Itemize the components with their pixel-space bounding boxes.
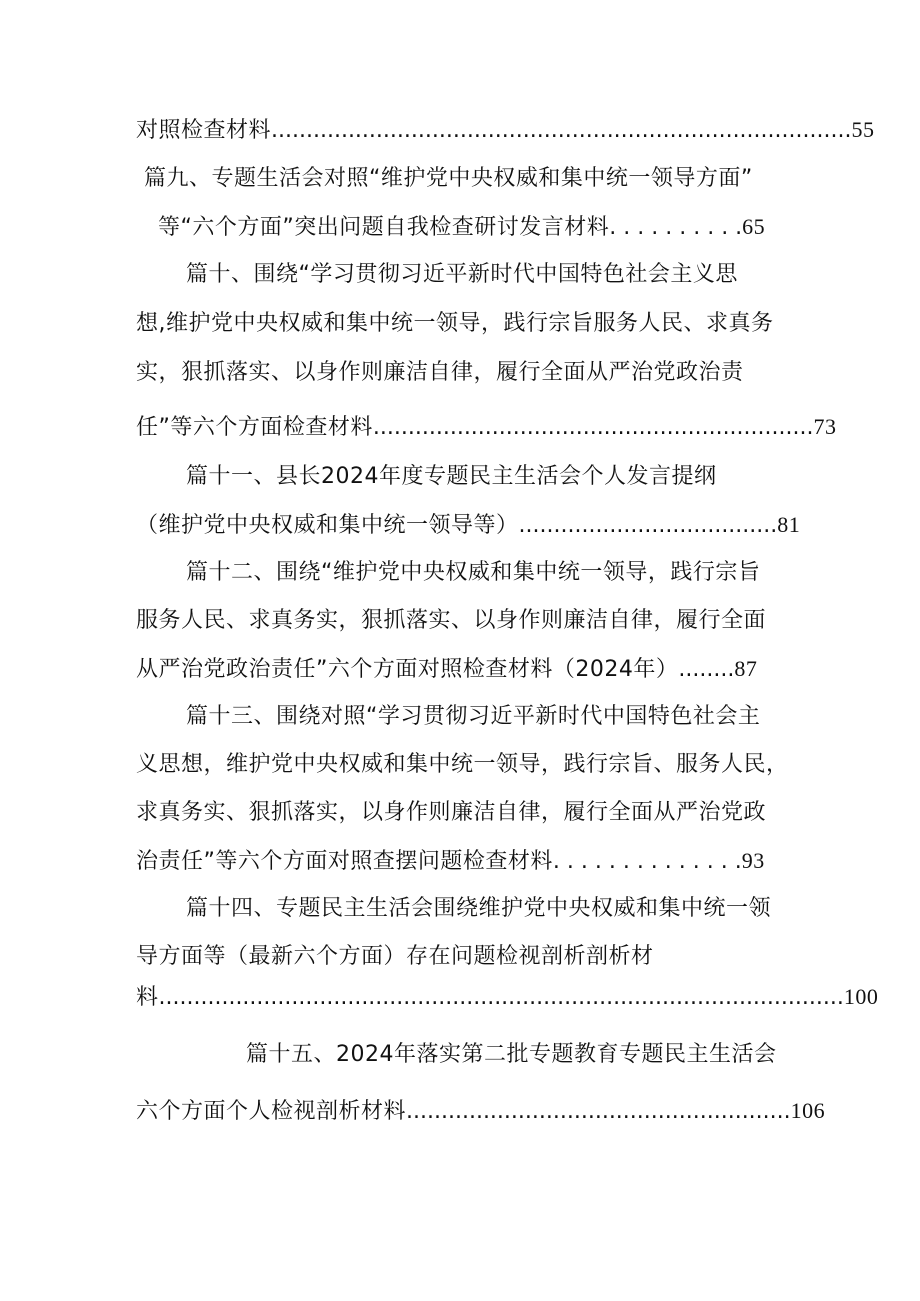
toc-text: 篇九、专题生活会对照“维护党中央权威和集中统一领导方面” <box>144 166 753 191</box>
toc-leader-dots: ....................................................... <box>406 1099 791 1124</box>
toc-text: 篇十四、专题民主生活会围绕维护党中央权威和集中统一领 <box>186 896 772 921</box>
toc-entry-line <box>136 606 766 636</box>
toc-text: 导方面等（最新六个方面）存在问题检视剖析剖析材 <box>136 944 654 969</box>
toc-text: 篇十、围绕“学习贯彻习近平新时代中国特色社会主义思 <box>186 262 738 287</box>
toc-entry-line <box>136 358 744 388</box>
toc-entry-line <box>158 212 765 243</box>
toc-text: 篇十二、围绕“维护党中央权威和集中统一领导，践行宗旨 <box>186 560 761 585</box>
toc-entry-line <box>136 750 789 780</box>
toc-entry-line <box>136 412 836 443</box>
toc-leader-dots: ............................................................... <box>372 415 814 440</box>
toc-leader-dots: ........ <box>678 657 735 682</box>
toc-entry-line <box>136 798 766 828</box>
toc-entry-line <box>186 894 771 924</box>
toc-text: 篇十五、2024年落实第二批专题教育专题民主生活会 <box>246 1042 777 1067</box>
toc-leader-dots: ................................................................................... <box>271 118 852 143</box>
toc-page-number: 65 <box>742 214 766 239</box>
toc-leader-dots: .................................................................................................. <box>158 985 844 1010</box>
toc-text: 想,维护党中央权威和集中统一领导，践行宗旨服务人民、求真务 <box>136 311 774 336</box>
toc-text: 任”等六个方面检查材料 <box>136 415 373 440</box>
toc-page-number: 73 <box>813 414 837 439</box>
toc-page-number: 81 <box>777 512 801 537</box>
toc-entry-line <box>136 510 800 541</box>
toc-text: 料 <box>136 985 159 1010</box>
toc-entry-line <box>136 1096 825 1127</box>
toc-leader-dots: . . . . . . . . . . . . . . <box>552 849 742 874</box>
toc-entry-line <box>186 260 738 290</box>
toc-text: 义思想，维护党中央权威和集中统一领导，践行宗旨、服务人民， <box>136 752 789 777</box>
toc-leader-dots: . . . . . . . . . . <box>609 215 743 240</box>
toc-entry-line <box>186 702 760 732</box>
toc-text: （维护党中央权威和集中统一领导等） <box>136 513 519 538</box>
toc-text: 对照检查材料 <box>136 118 272 143</box>
toc-text: 六个方面个人检视剖析材料 <box>136 1099 407 1124</box>
toc-text: 实，狠抓落实、以身作则廉洁自律，履行全面从严治党政治责 <box>136 360 744 385</box>
toc-entry-line <box>136 654 757 685</box>
toc-text: 求真务实、狠抓落实，以身作则廉洁自律，履行全面从严治党政 <box>136 800 767 825</box>
toc-entry-line <box>144 164 753 194</box>
toc-entry-line <box>136 982 878 1013</box>
toc-text: 等“六个方面”突出问题自我检查研讨发言材料 <box>158 215 610 240</box>
toc-entry-line <box>136 309 774 339</box>
toc-text: 治责任”等六个方面对照查摆问题检查材料 <box>136 849 553 874</box>
toc-page-number: 87 <box>734 656 758 681</box>
toc-entry-line <box>186 558 760 588</box>
toc-page-number: 106 <box>790 1098 826 1123</box>
toc-entry-line <box>136 846 765 877</box>
toc-entry-line <box>136 942 654 972</box>
toc-text: 从严治党政治责任”六个方面对照检查材料（2024年） <box>136 657 679 682</box>
toc-entry-line <box>186 462 717 492</box>
toc-entry-line <box>136 115 874 146</box>
toc-entry-line <box>246 1040 777 1070</box>
toc-text: 服务人民、求真务实，狠抓落实、以身作则廉洁自律，履行全面 <box>136 608 767 633</box>
toc-page-number: 93 <box>741 848 765 873</box>
toc-text: 篇十一、县长2024年度专题民主生活会个人发言提纲 <box>186 464 717 489</box>
toc-page-number: 100 <box>843 984 879 1009</box>
toc-leader-dots: ..................................... <box>518 513 778 538</box>
toc-text: 篇十三、围绕对照“学习贯彻习近平新时代中国特色社会主 <box>186 704 761 729</box>
toc-page-number: 55 <box>851 117 875 142</box>
